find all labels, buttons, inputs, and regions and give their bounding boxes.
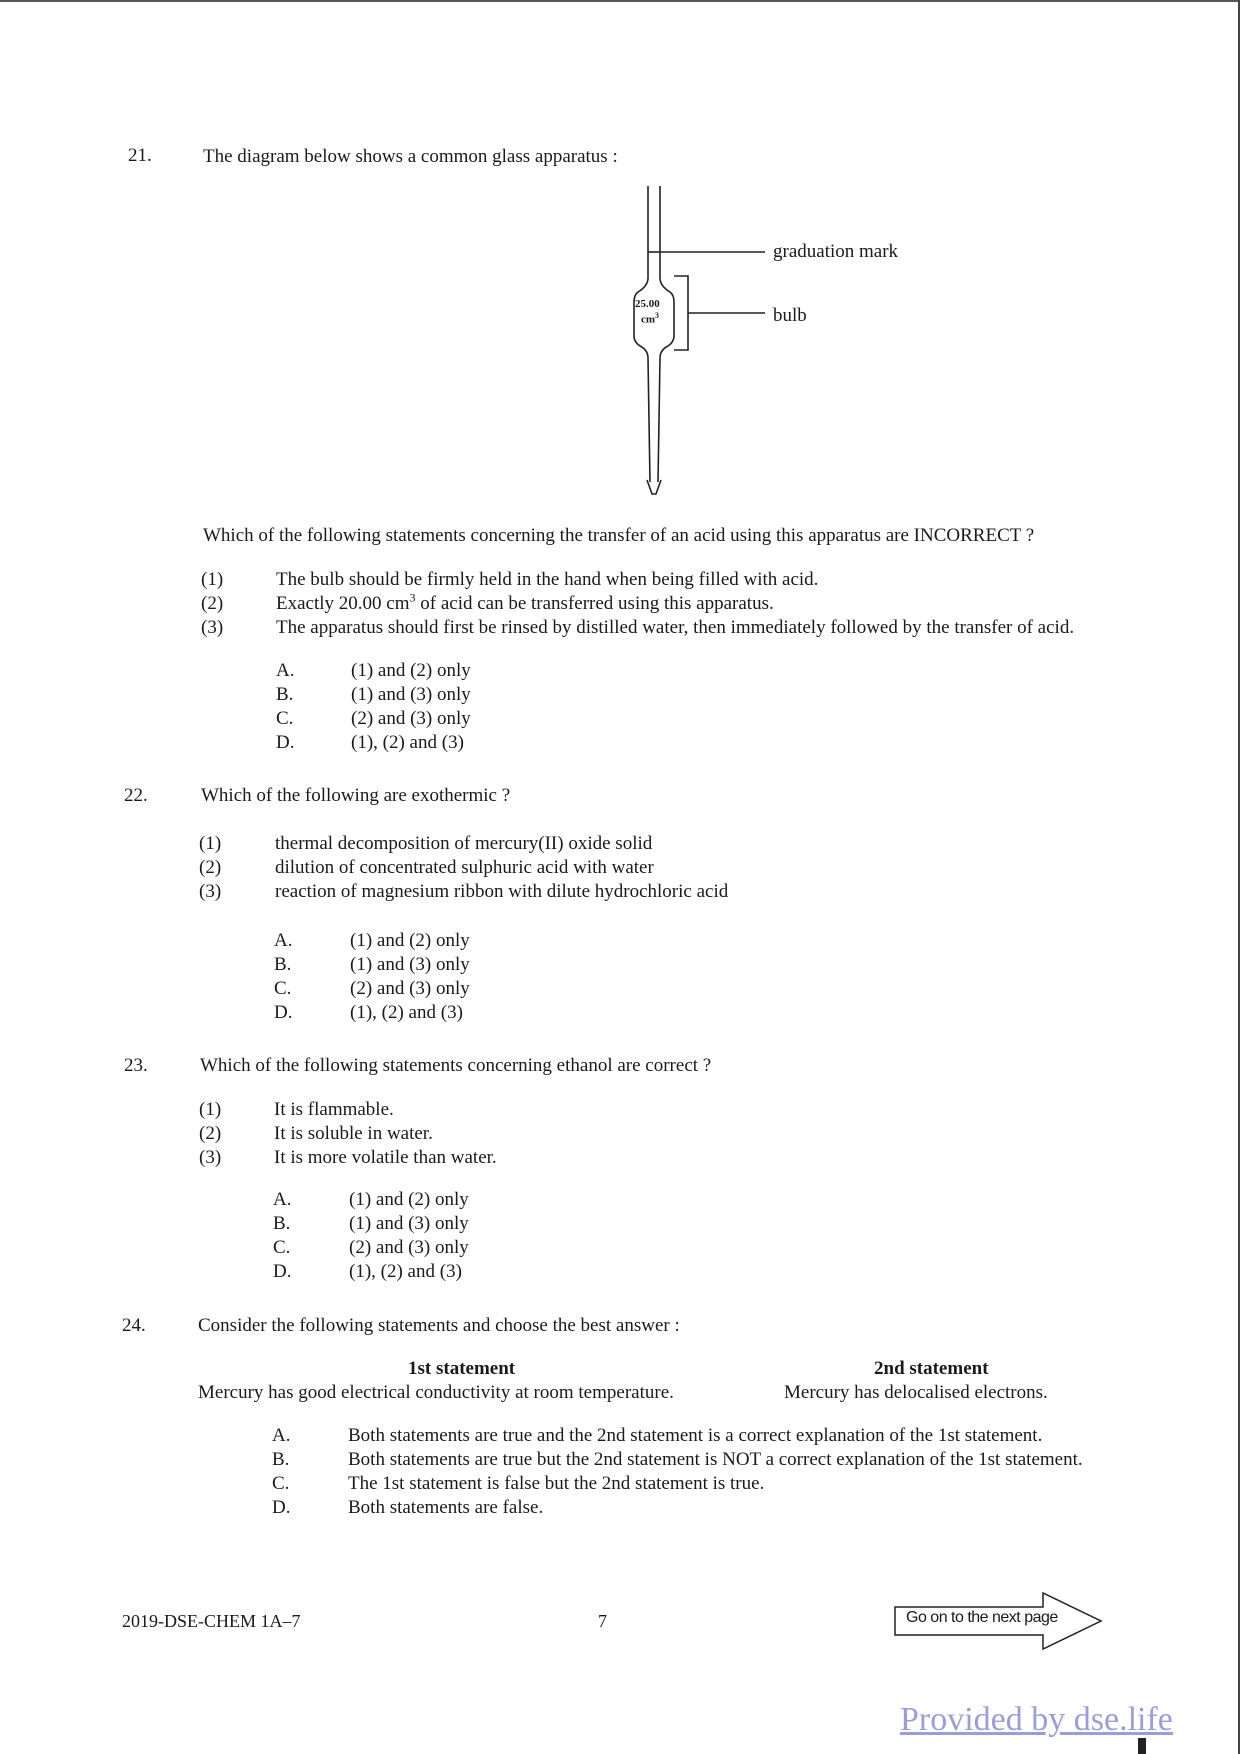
first-statement-text: Mercury has good electrical conductivity at room temperature. (198, 1382, 674, 1403)
question-number: 21. (128, 145, 152, 166)
statement-number: (3) (201, 617, 224, 638)
scan-mark (1138, 1738, 1146, 1754)
question-prompt: Which of the following statements concerning the transfer of an acid using this apparatus are INCORRECT ? (203, 525, 1035, 546)
option-text: (1) and (3) only (351, 684, 471, 705)
statement-text: thermal decomposition of mercury(II) oxide solid (275, 833, 653, 854)
bulb-volume-unit: $cm^3$ (641, 311, 660, 326)
option-letter: C. (273, 1237, 291, 1258)
option-text: (1), (2) and (3) (349, 1261, 462, 1282)
statement-text: Exactly 20.00 $cm^3$ of acid can be transferred using this apparatus. (276, 590, 774, 614)
statement-number: (3) (199, 1147, 222, 1168)
option-text: (1), (2) and (3) (350, 1002, 463, 1023)
option-text: Both statements are true and the 2nd statement is a correct explanation of the 1st statement. (348, 1425, 1043, 1446)
question-stem: Consider the following statements and choose the best answer : (198, 1315, 680, 1336)
option-text: (1) and (3) only (350, 954, 470, 975)
statement-text: It is flammable. (274, 1099, 394, 1120)
option-letter: A. (274, 930, 293, 951)
second-statement-heading: 2nd statement (874, 1358, 989, 1379)
question-stem: The diagram below shows a common glass apparatus : (203, 146, 618, 167)
option-text: (1) and (2) only (349, 1189, 469, 1210)
option-letter: B. (274, 954, 292, 975)
statement-number: (2) (199, 857, 222, 878)
statement-number: (2) (199, 1123, 222, 1144)
option-text: Both statements are true but the 2nd statement is NOT a correct explanation of the 1st statement. (348, 1449, 1083, 1470)
statement-text: The apparatus should first be rinsed by distilled water, then immediately followed by the transfer of acid. (276, 617, 1075, 638)
statement-number: (1) (199, 833, 222, 854)
statement-text: reaction of magnesium ribbon with dilute hydrochloric acid (275, 881, 729, 902)
option-letter: A. (273, 1189, 292, 1210)
paper-code: 2019-DSE-CHEM 1A–7 (122, 1611, 301, 1631)
option-letter: B. (273, 1213, 291, 1234)
statement-text: dilution of concentrated sulphuric acid with water (275, 857, 654, 878)
option-letter: B. (272, 1449, 290, 1470)
statement-text: It is more volatile than water. (274, 1147, 497, 1168)
option-text: (2) and (3) only (349, 1237, 469, 1258)
option-text: (2) and (3) only (350, 978, 470, 999)
question-stem: Which of the following statements concerning ethanol are correct ? (200, 1055, 712, 1076)
option-letter: D. (276, 732, 295, 753)
option-letter: D. (274, 1002, 293, 1023)
statement-text: It is soluble in water. (274, 1123, 433, 1144)
option-text: (1) and (2) only (350, 930, 470, 951)
option-letter: A. (272, 1425, 291, 1446)
statement-number: (2) (201, 593, 224, 614)
statement-number: (3) (199, 881, 222, 902)
graduation-mark-label: graduation mark (773, 241, 899, 262)
question-stem: Which of the following are exothermic ? (201, 785, 511, 806)
bulb-volume-value: 25.00 (635, 298, 660, 310)
question-number: 23. (124, 1055, 148, 1076)
question-number: 22. (124, 785, 148, 806)
option-letter: B. (276, 684, 294, 705)
page-number: 7 (598, 1611, 607, 1631)
bulb-label: bulb (773, 305, 807, 326)
option-letter: C. (276, 708, 294, 729)
option-letter: C. (272, 1473, 290, 1494)
statement-text: The bulb should be firmly held in the hand when being filled with acid. (276, 569, 819, 590)
page-top-edge (0, 0, 1240, 2)
option-text: (1) and (2) only (351, 660, 471, 681)
option-text: Both statements are false. (348, 1497, 544, 1518)
option-text: (2) and (3) only (351, 708, 471, 729)
next-page-label: Go on to the next page (906, 1609, 1058, 1626)
question-number: 24. (122, 1315, 146, 1336)
option-text: The 1st statement is false but the 2nd statement is true. (348, 1473, 765, 1494)
option-letter: D. (272, 1497, 291, 1518)
pipette-diagram (620, 182, 940, 502)
statement-number: (1) (201, 569, 224, 590)
first-statement-heading: 1st statement (408, 1358, 516, 1379)
option-letter: D. (273, 1261, 292, 1282)
option-text: (1) and (3) only (349, 1213, 469, 1234)
option-letter: C. (274, 978, 292, 999)
statement-number: (1) (199, 1099, 222, 1120)
option-text: (1), (2) and (3) (351, 732, 464, 753)
second-statement-text: Mercury has delocalised electrons. (784, 1382, 1048, 1403)
option-letter: A. (276, 660, 295, 681)
watermark: Provided by dse.life (900, 1701, 1173, 1738)
